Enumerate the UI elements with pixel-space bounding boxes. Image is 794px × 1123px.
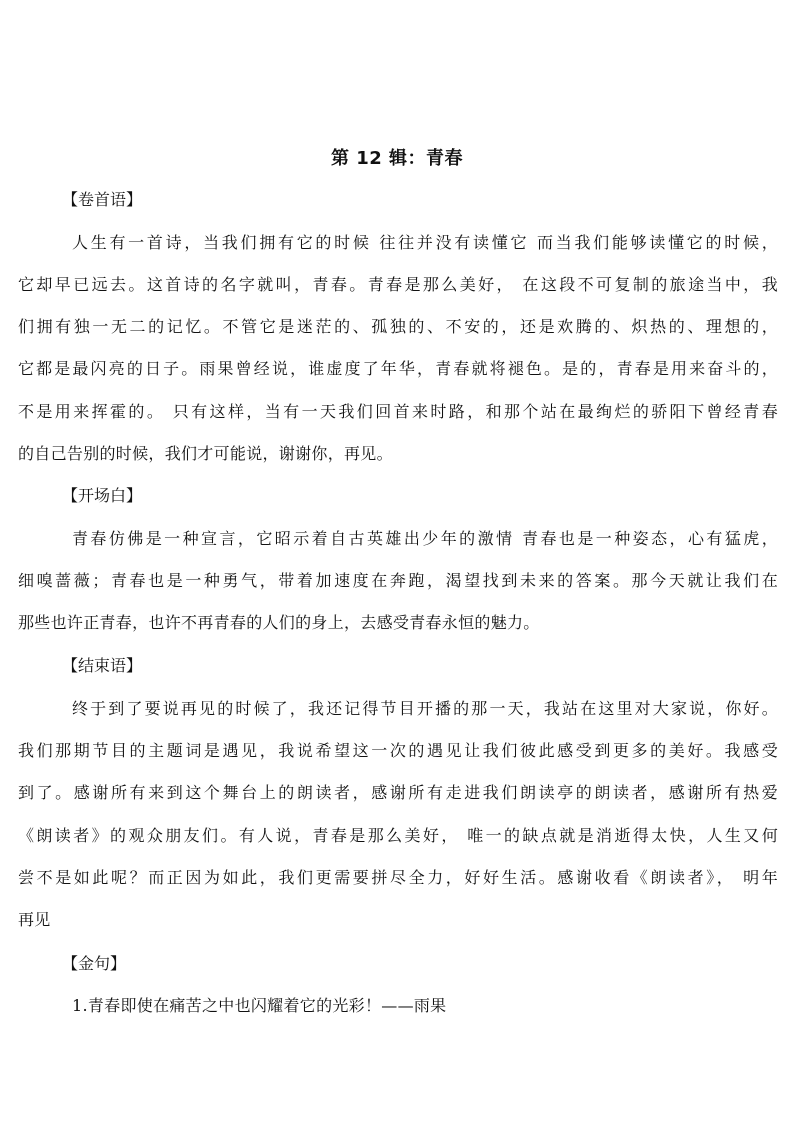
paragraph-line: 的自己告别的时候，我们才可能说，谢谢你，再见。 [18,444,393,463]
paragraph-line: 人生有一首诗，当我们拥有它的时候 往往并没有读懂它 而当我们能够读懂它的时候， [72,233,778,252]
paragraph-line: 它都是最闪亮的日子。雨果曾经说，谁虚度了年华，青春就将褪色。是的，青春是用来奋斗的， [18,359,778,378]
page-title: 第 12 辑：青春 [330,148,464,169]
paragraph-line: 们拥有独一无二的记忆。不管它是迷茫的、孤独的、不安的，还是欢腾的、炽热的、理想的， [18,317,778,336]
paragraph-line: 我们那期节目的主题词是遇见，我说希望这一次的遇见让我们彼此感受到更多的美好。我感受 [18,741,778,760]
section-heading-closing: 【结束语】 [62,656,143,675]
paragraph-line: 《朗读者》的观众朋友们。有人说，青春是那么美好， 唯一的缺点就是消逝得太快，人生又何 [18,826,778,845]
paragraph-line: 再见 [18,910,51,929]
paragraph-line: 不是用来挥霍的。 只有这样，当有一天我们回首来时路，和那个站在最绚烂的骄阳下曾经青春 [18,402,778,421]
paragraph-line: 那些也许正青春，也许不再青春的人们的身上，去感受青春永恒的魅力。 [18,613,540,632]
section-heading-opening: 【开场白】 [62,486,143,505]
paragraph-line: 尝不是如此呢？而正因为如此，我们更需要拼尽全力，好好生活。感谢收看《朗读者》， 明年 [18,868,778,887]
section-heading-preface: 【卷首语】 [62,190,143,209]
paragraph-line: 到了。感谢所有来到这个舞台上的朗读者，感谢所有走进我们朗读亭的朗读者，感谢所有热爱 [18,783,778,802]
quote-item: 1.青春即使在痛苦之中也闪耀着它的光彩！——雨果 [72,996,447,1015]
paragraph-line: 青春仿佛是一种宣言，它昭示着自古英雄出少年的激情 青春也是一种姿态，心有猛虎， [72,529,778,548]
paragraph-line: 它却早已远去。这首诗的名字就叫，青春。青春是那么美好， 在这段不可复制的旅途当中，我 [18,275,778,294]
section-heading-quotes: 【金句】 [62,954,127,973]
paragraph-line: 细嗅蔷薇；青春也是一种勇气，带着加速度在奔跑，渴望找到未来的答案。那今天就让我们在 [18,571,778,590]
paragraph-line: 终于到了要说再见的时候了，我还记得节目开播的那一天，我站在这里对大家说，你好。 [72,699,778,718]
